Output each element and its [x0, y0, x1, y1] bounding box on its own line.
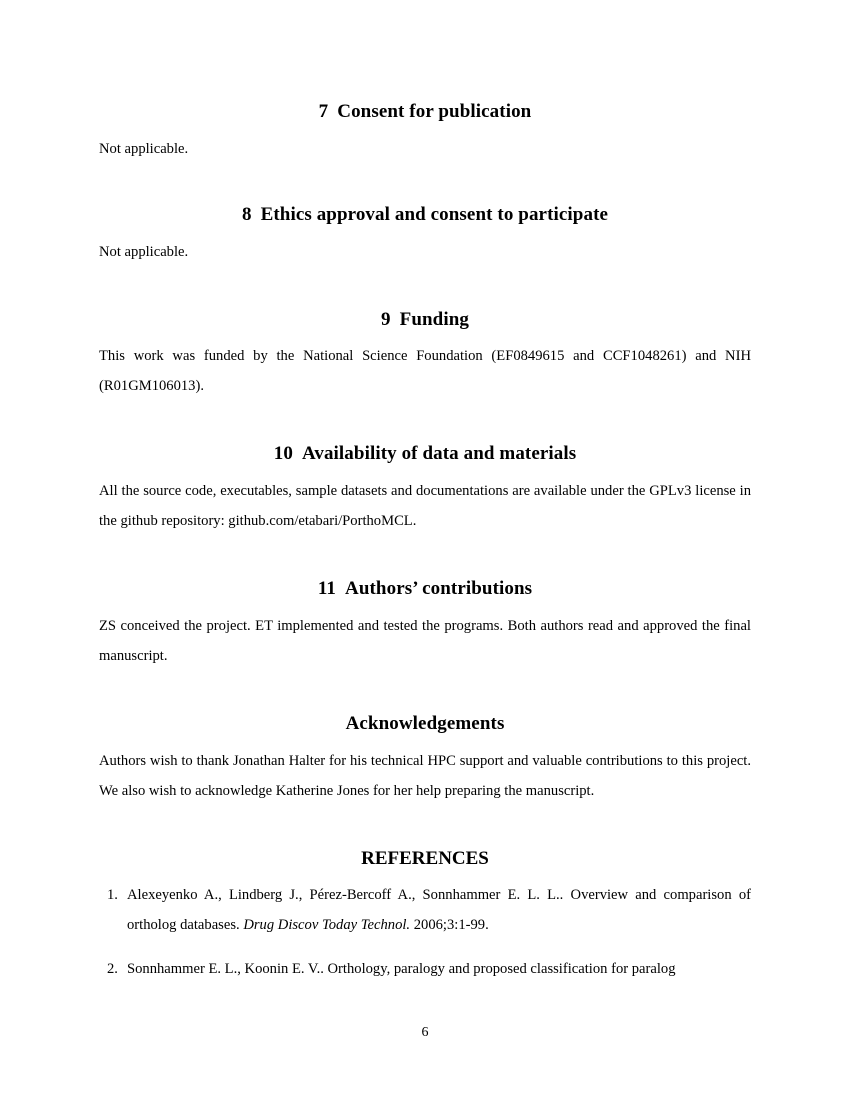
section-heading-10: [99, 442, 751, 466]
acknowledgements-heading: Acknowledgements: [345, 712, 505, 734]
section-heading-9: [99, 308, 751, 332]
section-body-7: Not applicable.: [99, 140, 189, 157]
section-title-9: Funding: [399, 308, 469, 330]
reference-2-text-before: Sonnhammer E. L., Koonin E. V.. Orthology, paralogy and proposed classification for paralog: [127, 961, 676, 978]
section-number-9: 9: [381, 308, 391, 330]
reference-1-text-before: Alexeyenko A., Lindberg J., Pérez-Bercoff A., Sonnhammer E. L. L.. Overview and comparison of ortholog databases.: [127, 887, 751, 934]
section-number-7: 7: [318, 101, 329, 122]
section-body-10: All the source code, executables, sample datasets and documentations are available under the GPLv3 license in the github repository: github.com/etabari/PorthoMCL.: [99, 483, 751, 529]
section-title-11: Authors’ contributions: [345, 578, 533, 599]
references-heading: REFERENCES: [361, 847, 489, 869]
references-list: [99, 880, 751, 984]
section-body-8: Not applicable.: [99, 243, 189, 260]
reference-item: [99, 954, 751, 984]
reference-item: [99, 880, 751, 940]
section-heading-7: [99, 100, 751, 124]
reference-1-text-after: 2006;3:1-99.: [410, 917, 489, 934]
section-number-11: 11: [317, 578, 337, 599]
section-title-8: Ethics approval and consent to participate: [260, 203, 609, 225]
page-number: 6: [421, 1025, 429, 1040]
section-number-8: 8: [241, 203, 252, 225]
section-heading-8: [99, 203, 751, 227]
page-content: [99, 0, 751, 984]
section-title-7: Consent for publication: [337, 101, 532, 122]
top-spacer: [99, 0, 751, 100]
section-title-10: Availability of data and materials: [301, 443, 577, 465]
reference-1-journal: Drug Discov Today Technol.: [243, 917, 411, 934]
section-number-10: 10: [273, 443, 293, 465]
section-body-11: ZS conceived the project. ET implemented and tested the programs. Both authors read and approved the final manuscript.: [99, 617, 751, 664]
section-heading-11: [99, 577, 751, 601]
acknowledgements-body: Authors wish to thank Jonathan Halter for his technical HPC support and valuable contributions to this project. We also wish to acknowledge Katherine Jones for her help preparing the manuscript.: [99, 752, 751, 799]
section-body-9: This work was funded by the National Science Foundation (EF0849615 and CCF1048261) and NIH (R01GM106013).: [99, 348, 751, 395]
